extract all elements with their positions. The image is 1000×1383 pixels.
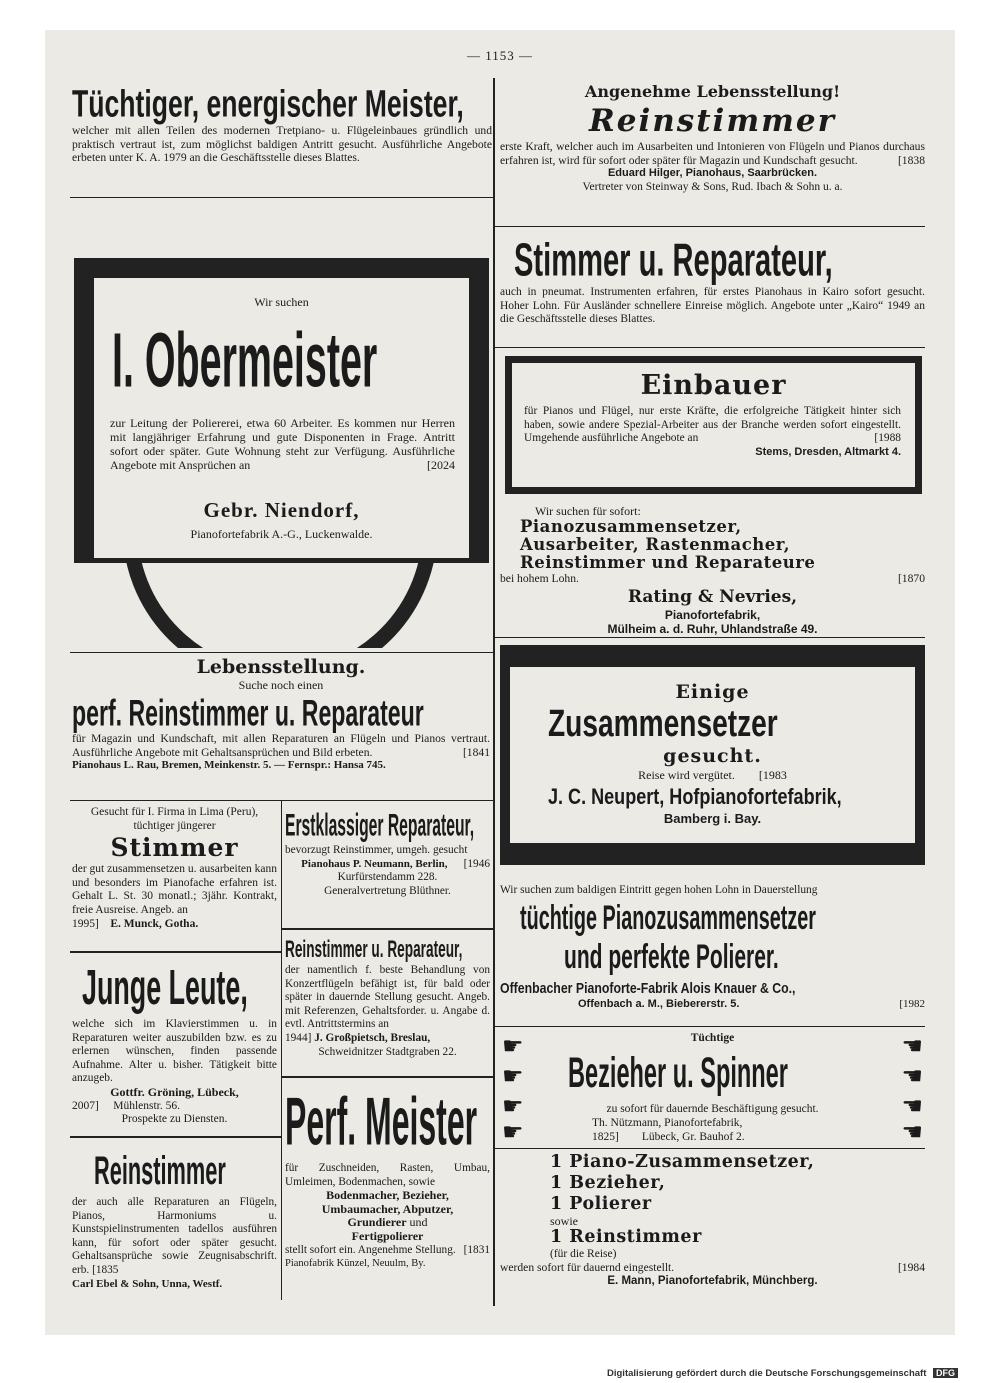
ad-mann-line-1: 1 Piano-Zusammensetzer, [550,1152,815,1172]
ad-erstklassig-company: Pianohaus P. Neumann, Berlin, [301,857,448,870]
ad-knauer-address-line: Offenbach a. M., Biebererstr. 5. [1982 [578,997,925,1010]
ad-rating-company: Rating & Nevries, [627,586,798,607]
ad-rating-line-2: Ausarbeiter, Rastenmacher, [520,535,790,554]
ad-rating [500,504,925,637]
ad-mann-line-2: 1 Bezieher, [550,1173,666,1193]
ad-neupert-line1: Einige [675,681,750,703]
ad-perf-meister-body1: für Zuschneiden, Rasten, Umbau, Umleimen, Bodenmachen, sowie [285,1162,490,1188]
ad-nuetzmann-body: zu sofort für dauernde Beschäftigung gesucht. [606,1103,819,1115]
ad-lebensstellung [72,656,490,773]
ad-perf-meister-bold-3: Grundierer und [347,1215,428,1230]
ad-grosspietsch-address: Schweidnitzer Stadtgraben 22. [318,1045,457,1058]
ad-divider [495,1026,925,1027]
ad-lebensstellung-headline: perf. Reinstimmer u. Reparateur [72,692,424,734]
dfg-logo: DFG [933,1368,958,1378]
ad-einbauer-headline: Einbauer [640,370,787,401]
ad-divider [282,928,493,930]
ad-lebensstellung-title: Lebensstellung. [196,656,366,678]
ad-perf-meister-headline: Perf. Meister [285,1083,478,1160]
ad-junge-note: Prospekte zu Diensten. [121,1113,228,1126]
ad-meister-headline: Tüchtiger, energischer Meister, [72,82,464,126]
ad-mann-body: werden sofort für dauernd eingestellt. [1984 [500,1261,925,1274]
ad-junge-address-line: 2007] Mühlenstr. 56. [72,1099,180,1112]
ad-obermeister-company-sub: Pianofortefabrik A.-G., Luckenwalde. [190,527,373,541]
ad-divider [70,652,493,653]
ad-erstklassig-headline: Erstklassiger Reparateur, [285,807,475,843]
pointing-hand-left-icon: ☚ [901,1094,923,1120]
ad-einbauer-contact: Stems, Dresden, Altmarkt 4. [755,445,901,458]
pointing-hand-left-icon: ☚ [901,1064,923,1090]
pointing-hand-right-icon: ☛ [502,1094,524,1120]
ad-divider [495,226,925,227]
ad-erstklassig-body: bevorzugt Reinstimmer, umgeh. gesucht [1946 [285,844,490,870]
ad-nuetzmann [500,1030,925,1148]
ad-rating-company-sub: Pianofortefabrik, [664,607,761,622]
ad-neupert-line2: gesucht. [663,745,762,767]
ad-lebensstellung-sub: Suche noch einen [238,678,324,692]
ad-knauer-company: Offenbacher Pianoforte-Fabrik Alois Knauer & Co., [500,979,796,997]
ad-perf-meister-bold-last: Fertigpolierer [351,1228,424,1243]
ad-rating-line-3: Reinstimmer und Reparateure [520,553,816,572]
ad-angenehme-company: Eduard Hilger, Pianohaus, Saarbrücken. [607,167,818,180]
ad-reinstimmer-grosspietsch [285,934,490,1059]
ad-perf-meister-bold-1: Bodenmacher, Bezieher, [326,1188,449,1203]
ad-obermeister-company: Gebr. Niendorf, [203,498,360,522]
ad-obermeister-body: zur Leitung der Poliererei, etwa 60 Arbeiter. Es kommen nur Herren mit langjähriger Erfahrung und gute Disponenten in Frage. Antritt sofort oder später. Gute Wohnung steht zur Verfügung. Ausführliche Angebote mit Ansprüchen an [2024 [110,416,455,472]
pointing-hand-right-icon: ☛ [502,1120,524,1146]
ad-erstklassig-address: Kurfürstendamm 228. [337,871,438,884]
ad-knauer-intro: Wir suchen zum baldigen Eintritt gegen hohen Lohn in Dauerstellung [500,884,818,896]
ad-divider [495,637,925,638]
pointing-hand-left-icon: ☚ [901,1120,923,1146]
ad-obermeister-headline: I. Obermeister [112,317,378,404]
ad-perf-meister [285,1082,490,1271]
ad-lima-intro: Gesucht für I. Firma in Lima (Peru), tüchtiger jüngerer [90,806,259,832]
ad-nuetzmann-company: Th. Nützmann, Pianofortefabrik, [592,1117,743,1129]
ad-nuetzmann-line1: Tüchtige [690,1032,735,1044]
ad-knauer [500,884,925,1011]
ad-neupert [500,645,925,865]
ad-rating-body: bei hohem Lohn. [1870 [500,572,925,585]
ad-rating-intro: Wir suchen für sofort: [535,504,641,518]
ad-divider [70,1136,281,1138]
pointing-hand-right-icon: ☛ [502,1064,524,1090]
ad-angenehme-note: Vertreter von Steinway & Sons, Rud. Ibach & Sohn u. a. [582,180,843,193]
ad-grosspietsch-headline: Reinstimmer u. Reparateur, [285,935,463,963]
ad-angenehme-headline: Reinstimmer [588,103,836,139]
ad-grosspietsch-company-line: 1944] J. Großpietsch, Breslau, [285,1031,431,1044]
ad-meister-body: welcher mit allen Teilen des modernen Tretpiano- u. Flügeleinbaues gründlich und praktisch vertraut ist, zum möglichst baldigen Antritt gesucht. Ausführliche Angebote erbeten unter K. A. 1979 an die Geschäftsstelle dieses Blattes. [72,124,492,165]
ad-einbauer-body: für Pianos und Flügel, nur erste Kräfte, die erfolgreiche Tätigkeit hinter sich haben, sowie andere Spezial-Arbeiter aus der Branche werden sofort eingestellt. Umgehende ausführliche Angebote an [1988 [524,405,901,445]
ad-kairo-body: auch in pneumat. Instrumenten erfahren, für erstes Pianohaus in Kairo sofort gesucht. Hoher Lohn. Für Ausländer schnellere Einreise möglich. Angebote unter „Kairo“ 1949 an die Geschäftsstelle dieses Blattes. [500,286,925,326]
ad-divider [495,347,925,348]
ad-neupert-headline: Zusammensetzer [548,703,778,745]
subcolumn-divider [281,800,282,1300]
ad-obermeister [70,203,493,648]
ad-erstklassig [285,806,490,898]
pointing-hand-right-icon: ☛ [502,1034,524,1060]
footer-text: Digitalisierung gefördert durch die Deutsche Forschungsgemeinschaft [607,1368,927,1379]
ad-junge-leute [72,958,277,1127]
ad-junge-body: welche sich im Klavierstimmen u. in Reparaturen weiter auszubilden bzw. es zu erlernen wünschen, finden passende Aufnahme. Alter u. bisher. Tätigkeit bitte anzugeb. [72,1018,277,1085]
ad-mann-sowie: sowie [550,1214,578,1228]
ad-angenehme-body: erste Kraft, welcher auch im Ausarbeiten und Intonieren von Flügeln und Pianos durchaus erfahren ist, wird für sofort oder später für Magazin und Kundschaft gesucht. [1838 [500,140,925,167]
ad-reinstimmer-ebel [72,1148,277,1291]
ad-divider [70,951,281,953]
ad-perf-meister-bold-2: Umbaumacher, Abputzer, [321,1201,454,1216]
pointing-hand-left-icon: ☚ [901,1034,923,1060]
ad-ebel-body: der auch alle Reparaturen an Flügeln, Pianos, Harmoniums u. Kunstspielinstrumenten tadellos ausführen kann, für sofort oder später gesucht. Gehaltsansprüche sowie Zeugnisabschrift. erb. [1835 [72,1196,277,1276]
ad-knauer-headline-2: und perfekte Polierer. [564,937,779,976]
ad-rating-line-1: Pianozusammensetzer, [520,517,742,536]
ad-junge-company: Gottfr. Gröning, Lübeck, [110,1084,239,1099]
ad-angenehme-title: Angenehme Lebensstellung! [584,82,841,101]
ad-nuetzmann-headline: Bezieher u. Spinner [568,1050,788,1098]
ad-perf-meister-body2: stellt sofort ein. Angenehme Stellung. [1831 [285,1243,490,1256]
ad-lebensstellung-body: für Magazin und Kundschaft, mit allen Reparaturen an Flügeln und Pianos vertraut. Ausführliche Angebote mit Gehaltsansprüchen und Bild erbeten. [1841 [72,732,490,759]
ad-lebensstellung-contact: Pianohaus L. Rau, Bremen, Meinkenstr. 5. — Fernspr.: Hansa 745. [72,759,386,772]
ad-divider [70,197,493,198]
ad-neupert-address: Bamberg i. Bay. [663,811,762,826]
ad-mann-last: 1 Reinstimmer [550,1227,702,1247]
ad-divider [282,1076,493,1078]
column-divider [493,78,495,1306]
ad-neupert-company: J. C. Neupert, Hofpianofortefabrik, [548,784,842,809]
ad-mann-paren: (für die Reise) [550,1248,617,1260]
ad-rating-address: Mülheim a. d. Ruhr, Uhlandstraße 49. [607,621,818,636]
ad-einbauer [505,356,922,494]
ad-angenehme [500,82,925,194]
ad-perf-meister-contact: Pianofabrik Künzel, Neuulm, By. [285,1258,426,1270]
ad-divider [495,1148,925,1149]
ad-meister [72,84,492,165]
ad-nuetzmann-address-line: 1825] Lübeck, Gr. Bauhof 2. [592,1131,745,1143]
page-number: — 1153 — [466,48,534,63]
ad-lima-contact-line: 1995] E. Munck, Gotha. [72,917,199,930]
ad-kairo-headline: Stimmer u. Reparateur, [514,233,833,286]
ad-mann-line-3: 1 Polierer [550,1194,652,1214]
ad-obermeister-intro: Wir suchen [254,295,309,309]
ad-erstklassig-note: Generalvertretung Blüthner. [324,884,451,897]
ad-lima [72,806,277,931]
ad-lima-headline: Stimmer [110,833,239,863]
ad-ebel-headline: Reinstimmer [94,1149,226,1194]
ad-junge-headline: Junge Leute, [82,959,248,1015]
ad-lima-body: der gut zusammensetzen u. ausarbeiten kann und besonders im Pianofache erfahren ist. Gehalt L. St. 30 monatl.; 3jähr. Kontrakt, freie Ausreise. Angeb. an [72,863,278,916]
footer-credit [607,1368,958,1379]
ad-ebel-contact: Carl Ebel & Sohn, Unna, Westf. [72,1277,223,1290]
ad-neupert-note-line: Reise wird vergütet. [1983 [638,768,787,782]
ad-knauer-headline-1: tüchtige Pianozusammensetzer [520,898,816,937]
ad-grosspietsch-body: der namentlich f. beste Behandlung von Konzertflügeln befähigt ist, für bald oder später in dauernde Stellung gesucht. Angeb. mit Referenzen, Gehaltsforder. u. Angabe d. evtl. Antrittstermins an [285,964,490,1031]
ad-mann-contact: E. Mann, Pianofortefabrik, Münchberg. [607,1274,818,1287]
ad-kairo [500,232,925,327]
ad-mann [500,1152,925,1288]
